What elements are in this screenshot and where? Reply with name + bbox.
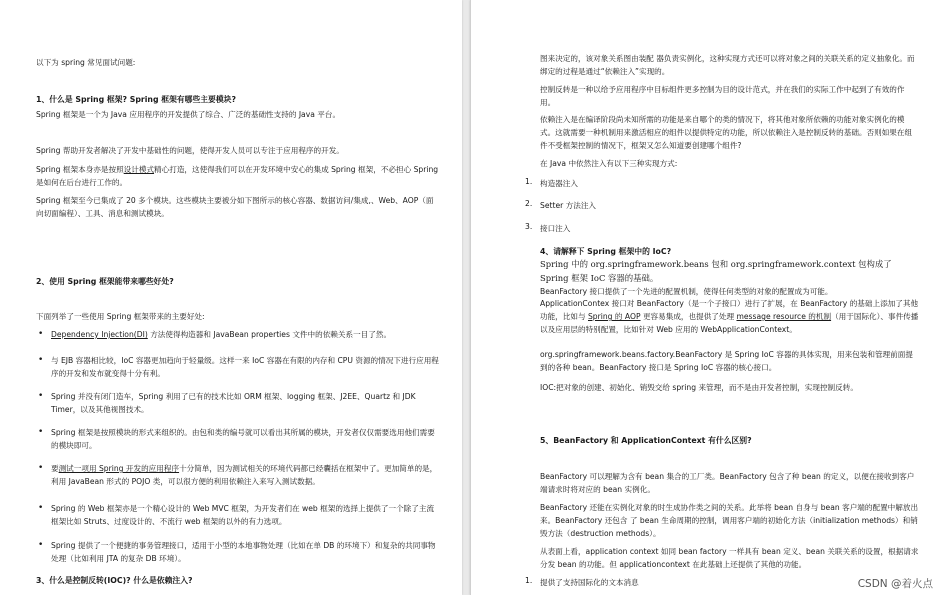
paragraph: IOC:把对象的创建、初始化、销毁交给 spring 来管理，而不是由开发者控制，实现控制反转。 [540, 383, 858, 392]
list-number: 1. [525, 177, 533, 186]
list-item: • Spring 的 Web 框架亦是一个精心设计的 Web MVC 框架，为开发者们在 web 框架的选择上提供了一个除了主流框架比如 Struts、过度设计的、不流行 web 框架的以外的有力选项。 [51, 502, 441, 528]
document-page-left [0, 0, 462, 595]
paragraph: 控制反转是一种以给予应用程序中目标组件更多控制为目的设计范式，并在我们的实际工作中起到了有效的作用。 [540, 85, 905, 107]
paragraph: 在 Java 中依然注入有以下三种实现方式: [540, 159, 678, 168]
document-page-right [470, 0, 947, 595]
list-item: • Spring 提供了一个便捷的事务管理接口，适用于小型的本地事物处理（比如在单 DB 的环境下）和复杂的共同事物处理（比如利用 JTA 的复杂 DB 环境）。 [51, 539, 441, 565]
question-2-heading: 2、使用 Spring 框架能带来哪些好处? [36, 277, 174, 286]
paragraph: org.springframework.beans.factory.BeanFactory 是 Spring IoC 容器的具体实现，用来包装和管理前面提到的各种 bean。BeanFactory 接口是 Spring IoC 容器的核心接口。 [540, 350, 913, 372]
list-item: 构造器注入 [540, 179, 578, 188]
paragraph: 图来决定的，该对象关系图由装配 器负责实例化，这种实现方式还可以将对象之间的关联关系的定义抽象化。而绑定的过程是通过“依赖注入”实现的。 [540, 54, 915, 76]
question-1-heading: 1、什么是 Spring 框架? Spring 框架有哪些主要模块? [36, 95, 236, 104]
list-number: 2. [525, 199, 533, 208]
paragraph: 依赖注入是在编译阶段尚未知所需的功能是来自哪个的类的情况下，将其他对象所依赖的功能对象实例化的模式。这就需要一种机制用来激活相应的组件以提供特定的功能，所以依赖注入是控制反转的基础。否则如果在组件不受框架控制的情况下，框架又怎么知道要创建哪个组件? [540, 115, 913, 150]
paragraph: 从表面上看，application context 如同 bean factory 一样具有 bean 定义、bean 关联关系的设置，根据请求分发 bean 的功能。但 applicationcontext 在此基础上还提供了其他的功能。 [540, 547, 919, 569]
intro-text: 以下为 spring 常见面试问题: [36, 58, 136, 67]
list-item: • Spring 并没有闭门造车，Spring 利用了已有的技术比如 ORM 框架、logging 框架、J2EE、Quartz 和 JDK Timer，以及其他视图技术。 [51, 390, 441, 416]
link-spring-aop[interactable]: Spring 的 AOP [587, 312, 641, 321]
paragraph: Spring 框架是一个为 Java 应用程序的开发提供了综合、广泛的基础性支持的 Java 平台。 [36, 110, 341, 119]
list-item: 提供了支持国际化的文本消息 [540, 578, 639, 587]
list-item: • Dependency Injection(DI) 方法使得构造器和 JavaBean properties 文件中的依赖关系一目了然。 [51, 328, 441, 341]
paragraph: Spring 框架本身亦是按照设计模式精心打造，这使得我们可以在开发环境中安心的集成 Spring 框架，不必担心 Spring 是如何在后台进行工作的。 [36, 165, 439, 187]
list-item: • 要测试一项用 Spring 开发的应用程序十分简单，因为测试相关的环境代码都已经囊括在框架中了。更加简单的是，利用 JavaBean 形式的 POJO 类，可以很方便的利用依赖注入来写入测试数据。 [51, 462, 441, 488]
list-item: • Spring 框架是按照模块的形式来组织的。由包和类的编号就可以看出其所属的模块，开发者仅仅需要选用他们需要的模块即可。 [51, 426, 441, 452]
question-3-heading: 3、什么是控制反转(IOC)? 什么是依赖注入? [36, 576, 193, 585]
paragraph: Spring 帮助开发者解决了开发中基础性的问题，使得开发人员可以专注于应用程序的开发。 [36, 146, 344, 155]
csdn-watermark: CSDN @着火点 [857, 578, 933, 590]
paragraph: BeanFactory 还能在实例化对象的时生成协作类之间的关系。此举将 bean 自身与 bean 客户端的配置中解放出来。BeanFactory 还包含 了 bean 生命周期的控制，调用客户端的初始化方法（initialization methods）和销毁方法（destruction methods）。 [540, 503, 919, 538]
paragraph: Spring 框架至今已集成了 20 多个模块。这些模块主要被分如下图所示的核心容器、数据访问/集成,、Web、AOP（面向切面编程）、工具、消息和测试模块。 [36, 196, 434, 218]
list-number: 3. [525, 222, 533, 231]
paragraph: ApplicationContex 接口对 BeanFactory（是一个子接口）进行了扩展，在 BeanFactory 的基础上添加了其他功能，比如与 Spring 的 AOP 更容易集成，也提供了处理 message resource 的机制（用于国际化）、事件传播以及应用层的特别配置，比如针对 Web 应用的 WebApplicationContext。 [540, 299, 919, 334]
list-item: 接口注入 [540, 224, 571, 233]
question-5-heading: 5、BeanFactory 和 ApplicationContext 有什么区别? [540, 436, 752, 445]
paragraph: 下面列举了一些使用 Spring 框架带来的主要好处: [36, 312, 205, 321]
link-message-resource[interactable]: message resource 的机制 [736, 312, 832, 321]
paragraph: BeanFactory 接口提供了一个先进的配置机制，使得任何类型的对象的配置成为可能。 [540, 287, 833, 296]
link-design-pattern[interactable]: 设计模式 [123, 165, 155, 174]
list-item: • 与 EJB 容器相比较，IoC 容器更加趋向于轻量级。这样一来 IoC 容器在有限的内存和 CPU 资源的情况下进行应用程序的开发和发布就变得十分有利。 [51, 354, 441, 380]
link-dependency-injection[interactable]: Dependency Injection(DI) [51, 330, 148, 339]
paragraph: Spring 中的 org.springframework.beans 包和 org.springframework.context 包构成了 Spring 框架 IoC 容器的基础。 [540, 259, 892, 283]
list-number: 1. [525, 576, 533, 585]
question-4-heading: 4、请解释下 Spring 框架中的 IoC? [540, 247, 672, 256]
link-testing[interactable]: 测试一项用 Spring 开发的应用程序 [58, 464, 180, 473]
paragraph: BeanFactory 可以理解为含有 bean 集合的工厂类。BeanFactory 包含了种 bean 的定义，以便在接收到客户端请求时将对应的 bean 实例化。 [540, 472, 915, 494]
list-item: Setter 方法注入 [540, 201, 597, 210]
